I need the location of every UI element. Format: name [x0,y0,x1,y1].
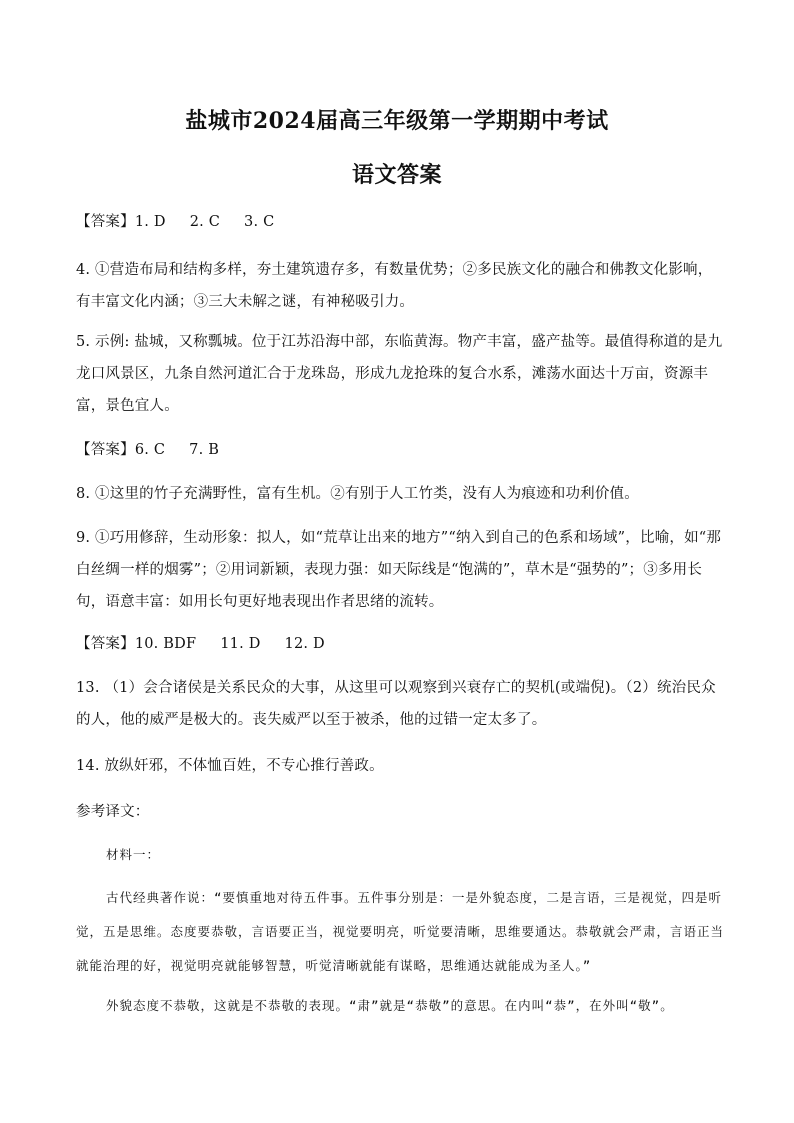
material-label: 材料一： [106,847,161,862]
answer-item: 2. C [189,214,221,230]
answer-tag: 【答案】 [76,214,135,230]
answer-q8: 8. ①这里的竹子充满野性，富有生机。②有别于人工竹类，没有人为痕迹和功利价值。 [76,486,639,502]
answer-q5: 5. 示例: 盐城，又称瓢城。位于江苏沿海中部，东临黄海。物产丰富，盛产盐等。最值得称道的是九龙口风景区，九条自然河道汇合于龙珠岛，形成九龙抢珠的复合水系，滩荡水面达十万亩，资源丰富，景色宜人。 [76,334,723,414]
answer-item: 7. B [189,442,220,458]
answer-item: 6. C [134,442,166,458]
translation-paragraph: 外貌态度不恭敬，这就是不恭敬的表现。“肃”就是“恭敬”的意思。在内叫“恭”，在外叫“敬”。 [106,998,674,1013]
document-subtitle: 语文答案 [351,162,442,188]
document-title: 盐城市2024届高三年级第一学期期中考试 [185,108,609,134]
answer-item: 10. BDF [134,636,197,652]
answer-item: 3. C [244,214,275,230]
answer-group-2 [76,434,726,466]
answer-q14: 14. 放纵奸邪，不体恤百姓，不专心推行善政。 [76,758,384,774]
answer-q9: 9. ①巧用修辞，生动形象：拟人，如“荒草让出来的地方”“纳入到自己的色系和场域”，比喻，如“那白丝绸一样的烟雾”；②用词新颖，表现力强：如天际线是“饱满的”，草木是“强势的”；③多用长句，语意丰富：如用长句更好地表现出作者思绪的流转。 [76,530,722,610]
answer-q13: 13. （1）会合诸侯是关系民众的大事，从这里可以观察到兴衰存亡的契机(或端倪)。（2）统治民众的人，他的威严是极大的。丧失威严以至于被杀，他的过错一定太多了。 [76,680,716,728]
answer-item: 12. D [284,636,325,652]
translation-paragraph: 古代经典著作说：“要慎重地对待五件事。五件事分别是：一是外貌态度，二是言语，三是视觉，四是听觉，五是思维。态度要恭敬，言语要正当，视觉要明亮，听觉要清晰，思维要通达。恭敬就会严肃，言语正当就能治理的好，视觉明亮就能够智慧，听觉清晰就能有谋略，思维通达就能成为圣人。” [76,890,725,973]
answer-group-1 [76,206,726,238]
answer-tag: 【答案】 [76,636,135,652]
answer-group-3 [76,628,726,660]
reference-translation-label: 参考译文： [76,804,150,820]
answer-item: 1. D [134,214,166,230]
answer-item: 11. D [220,636,261,652]
answer-tag: 【答案】 [76,442,135,458]
answer-q4: 4. ①营造布局和结构多样，夯土建筑遗存多，有数量优势；②多民族文化的融合和佛教文化影响，有丰富文化内涵；③三大未解之谜，有神秘吸引力。 [76,262,713,310]
